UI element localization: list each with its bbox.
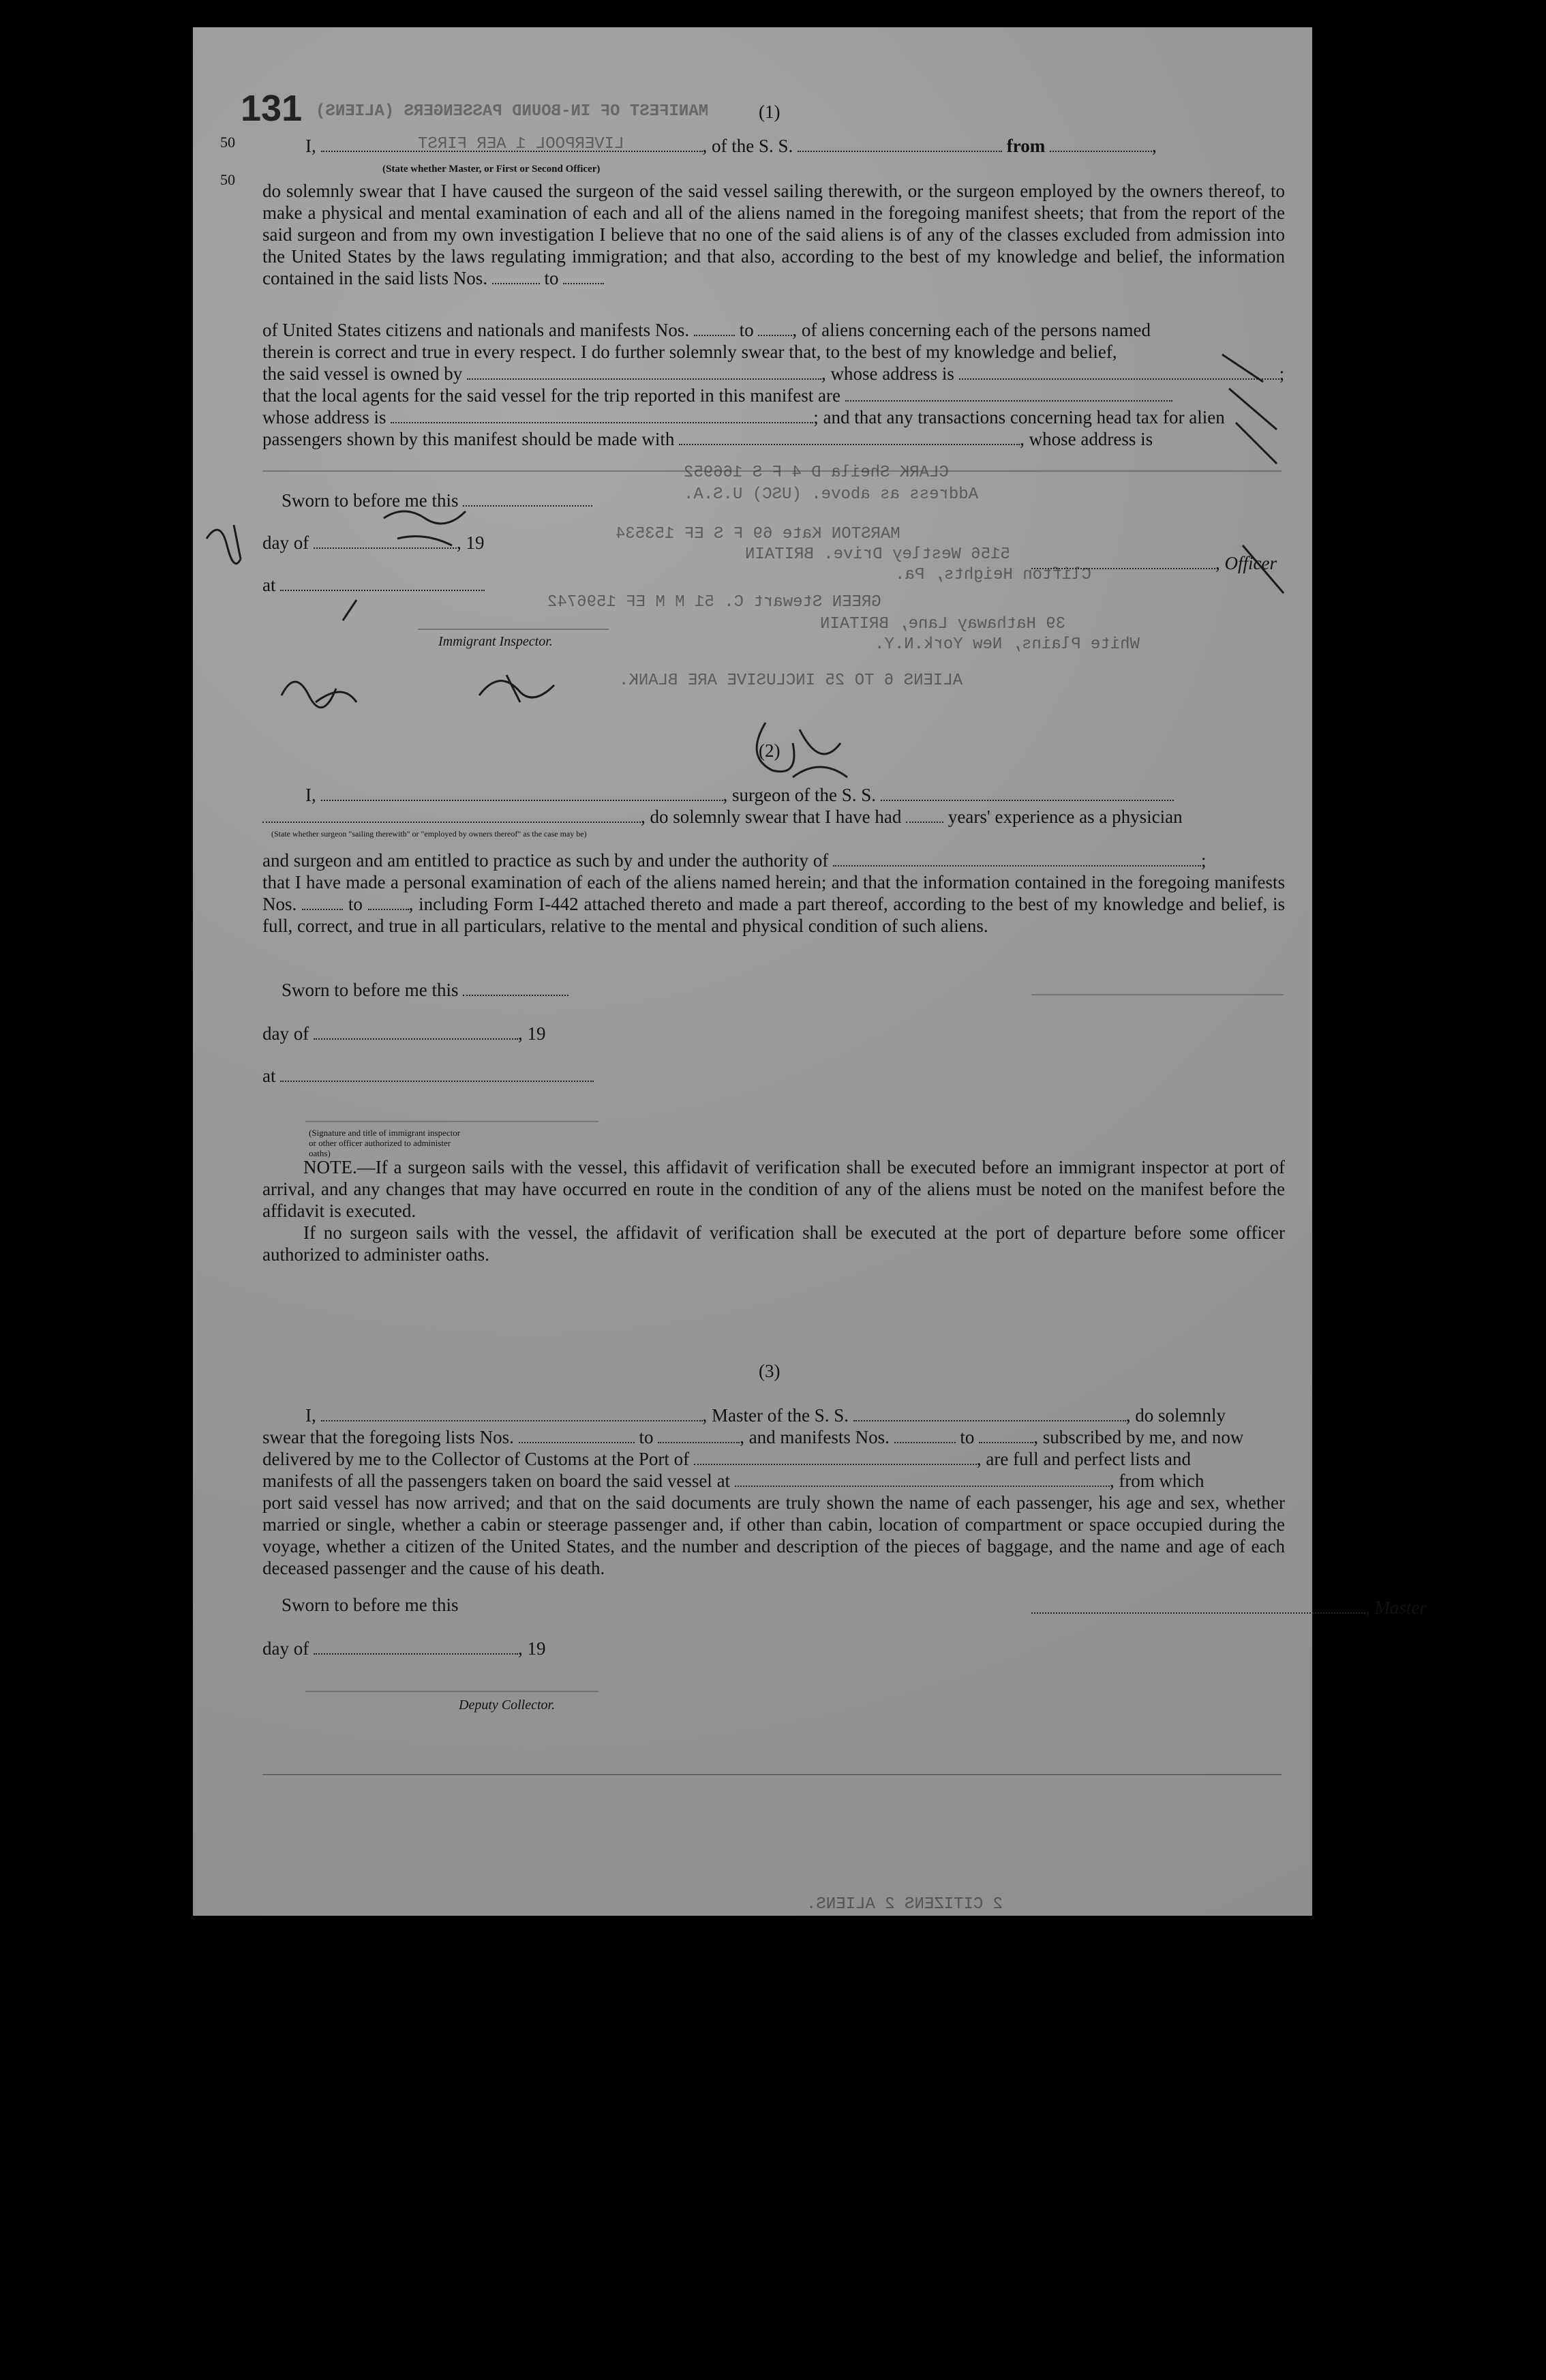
s3-day-of: day of , 19: [262, 1638, 546, 1659]
s1-at: at: [262, 574, 485, 596]
punch-hole: [1331, 989, 1367, 1024]
signature-line: [305, 1121, 598, 1122]
typed-line: MARSTON Kate 69 F S EF 153534: [616, 525, 900, 543]
typed-line: Clifton Heights, Pa.: [895, 566, 1092, 584]
s2-note2: If no surgeon sails with the vessel, the affidavit of verification shall be executed at the port of departure before some officer authorized to administer oaths.: [262, 1222, 1285, 1265]
s1-role-caption: (State whether Master, or First or Second Officer): [382, 164, 601, 175]
typed-line: 2 CITIZENS 2 ALIENS.: [806, 1895, 1003, 1914]
s2-sig-caption: (Signature and title of immigrant inspector or other officer authorized to administer oaths): [309, 1128, 461, 1158]
punch-hole: [1331, 184, 1367, 220]
typed-line: GREEN Stewart C. 51 M M EF 1596742: [547, 593, 881, 612]
s3-line3: delivered by me to the Collector of Customs at the Port of , are full and perfect lists and: [262, 1449, 1192, 1469]
s3-sworn: Sworn to before me this: [282, 1595, 459, 1615]
s1-immigrant-inspector: Immigrant Inspector.: [438, 634, 553, 649]
s1-therein: therein is correct and true in every respect. I do further solemnly swear that, to the best of my knowledge and belief,: [262, 342, 1117, 362]
s1-passengers-shown: passengers shown by this manifest should be made with , whose address is: [262, 429, 1153, 449]
s1-line1: I, , of the S. S. from ,: [305, 136, 1157, 156]
typed-line: Address as above. (USC) U.S.A.: [684, 485, 979, 504]
margin-mark: 50: [220, 171, 235, 188]
typed-line: LIVERPOOL 1 AER FIRST: [418, 135, 624, 153]
punch-hole: [1331, 1779, 1367, 1815]
s1-officer: , Officer: [1031, 552, 1277, 574]
section-3-heading: (3): [759, 1361, 780, 1381]
section-2-heading: (2): [759, 740, 780, 761]
s2-body: that I have made a personal examination of each of the aliens named herein; and that the information contained in the foregoing manifests Nos. to , including Form I-442 attached thereto and made a part thereof, according to the best of my knowledge and belief, is full, correct, and true in all particulars, relative to the mental and physical condition of such aliens.: [262, 872, 1286, 936]
manifest-number: 131: [241, 88, 303, 129]
typed-line: White Plains, New York.N.Y.: [875, 635, 1140, 654]
rule: [262, 1774, 1282, 1775]
s1-whose-address: whose address is ; and that any transactions concerning head tax for alien: [262, 407, 1225, 427]
s2-at: at: [262, 1065, 594, 1087]
manifest-title-mirrored: MANIFEST OF IN-BOUND PASSENGERS (ALIENS): [316, 102, 709, 121]
s1-day-of: day of , 19: [262, 532, 485, 553]
s2-line2: , do solemnly swear that I have had years' experience as a physician: [262, 806, 1183, 828]
typed-line: ALIENS 6 TO 25 INCLUSIVE ARE BLANK.: [619, 672, 963, 690]
signature-line: [305, 1691, 598, 1692]
s2-authority: and surgeon and am entitled to practice as such by and under the authority of ;: [262, 850, 1207, 871]
s2-sworn: Sworn to before me this: [282, 979, 569, 1001]
s3-body: port said vessel has now arrived; and that on the said documents are truly shown the name of each passenger, his age and sex, whether married or single, whether a cabin or steerage passenger and, if other than cabin, location of compartment or space occupied during the voyage, whether a citizen of the United States, and the number and description of the pieces of baggage, and the name and age of each deceased passenger and the cause of his death.: [262, 1492, 1285, 1578]
s3-deputy: Deputy Collector.: [459, 1698, 556, 1713]
s2-note1: NOTE.—If a surgeon sails with the vessel, this affidavit of verification shall be executed before an immigrant inspector at port of arrival, and any changes that may have occurred en route in the condition of any of the aliens must be noted on the manifest before the affidavit is executed.: [262, 1157, 1285, 1221]
s1-local-agents: that the local agents for the said vessel for the trip reported in this manifest are: [262, 385, 1172, 406]
s3-master: , Master: [1031, 1597, 1427, 1618]
s2-line1: I, , surgeon of the S. S.: [305, 784, 1174, 806]
typed-line: 39 Hathaway Lane, BRITAIN: [820, 615, 1066, 633]
punch-hole: [1331, 1684, 1367, 1719]
manifest-page: [193, 27, 1427, 1916]
typed-line: CLARK Sheila D 4 F S 166952: [684, 464, 949, 482]
s1-body: do solemnly swear that I have caused the surgeon of the said vessel sailing therewith, or the surgeon employed by the owners thereof, to make a physical and mental examination of each and all of the aliens named in the foregoing manifest sheets; that from the report of the said surgeon and from my own investigation I believe that no one of the said aliens is of any of the classes excluded from admission into the United States by the laws regulating immigration; and that also, according to the best of my knowledge and belief, the information contained in the said lists Nos. to: [262, 181, 1285, 288]
s1-sworn: Sworn to before me this: [282, 489, 592, 511]
section-1-heading: (1): [759, 102, 780, 122]
punch-hole: [1331, 1323, 1367, 1358]
typed-line: 5156 Westley Drive. BRITAIN: [745, 545, 1010, 564]
s1-owned: the said vessel is owned by , whose address is ;: [262, 363, 1285, 384]
s3-line2: swear that the foregoing lists Nos. to , and manifests Nos. to , subscribed by me, and now: [262, 1427, 1244, 1447]
margin-mark: 50: [220, 134, 235, 151]
punch-hole: [1331, 232, 1367, 267]
punch-hole: [1331, 661, 1367, 697]
s3-line1: I, , Master of the S. S. , do solemnly: [305, 1405, 1226, 1426]
punch-hole: [1331, 1738, 1367, 1774]
signature-line: [1031, 994, 1284, 995]
s3-line4: manifests of all the passengers taken on board the said vessel at , from which: [262, 1471, 1204, 1491]
handwritten-signature: [179, 498, 629, 723]
s2-caption: (State whether surgeon "sailing therewith" or "employed by owners thereof" as the case may be): [271, 829, 587, 839]
s1-citizens: of United States citizens and nationals and manifests Nos. to , of aliens concerning each of the persons named: [262, 320, 1151, 340]
s2-day-of: day of , 19: [262, 1023, 546, 1044]
check-mark: [1215, 341, 1297, 641]
punch-hole: [1331, 532, 1367, 567]
